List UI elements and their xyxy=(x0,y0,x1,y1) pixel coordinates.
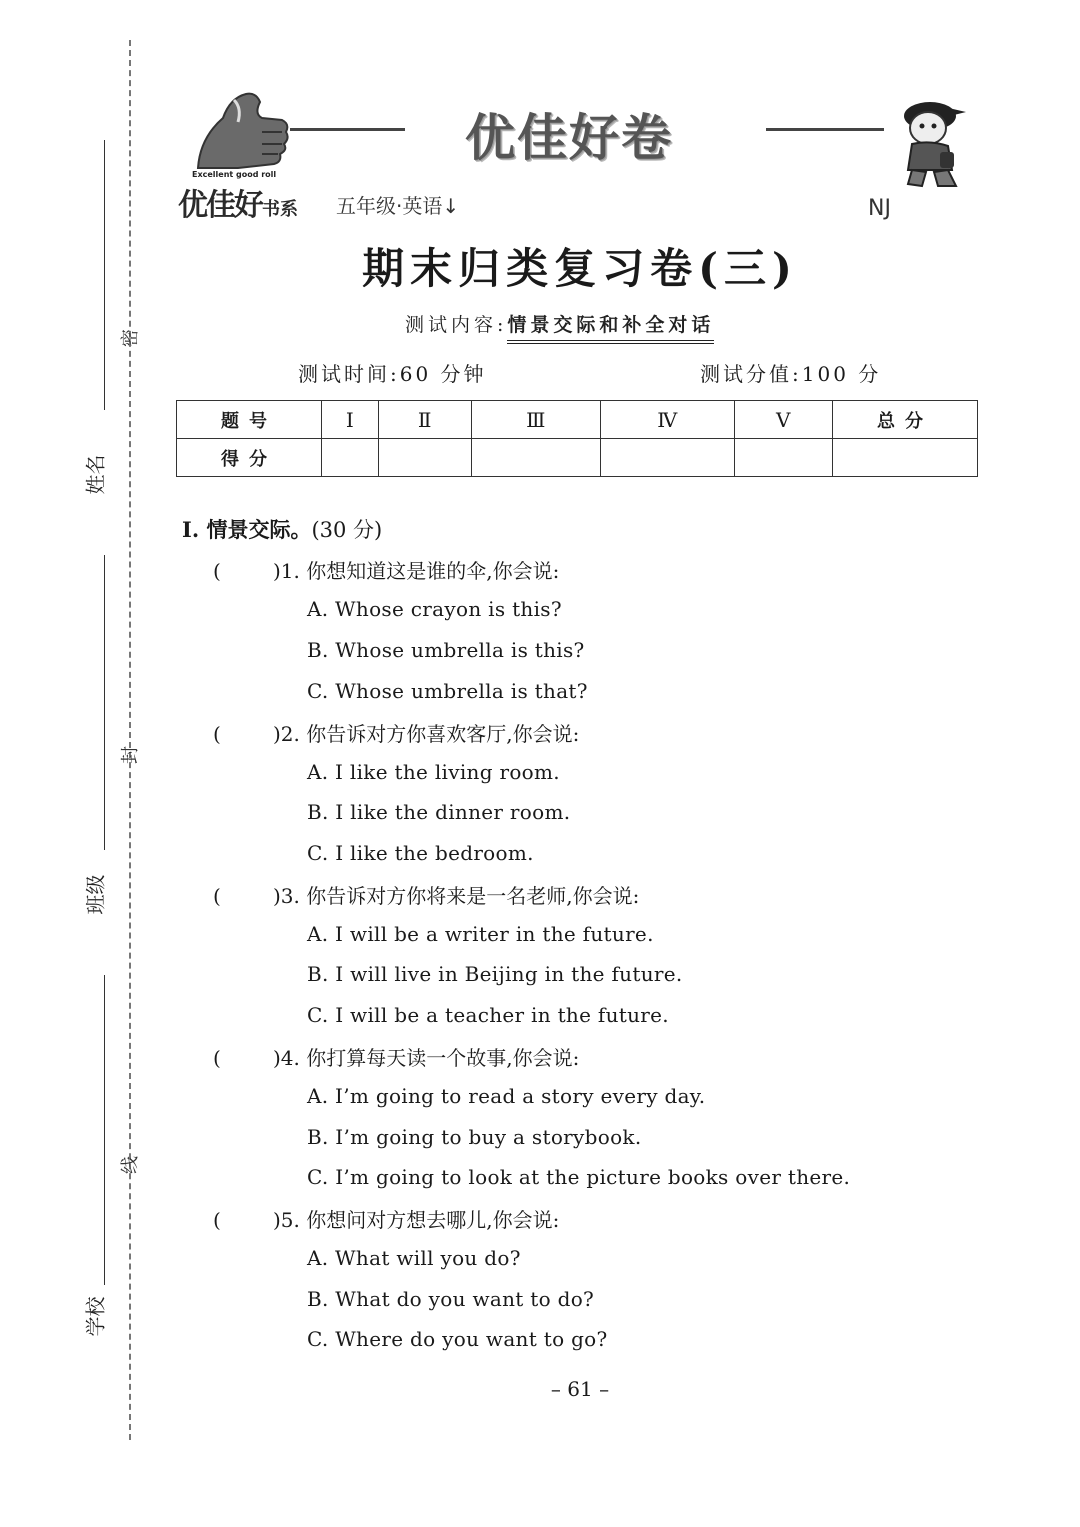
question-stem xyxy=(213,1204,559,1233)
question-stem xyxy=(213,718,579,747)
score-label: 测试分值: xyxy=(700,362,802,386)
time-label: 测试时间: xyxy=(298,362,400,386)
test-content xyxy=(405,310,714,337)
score-cell[interactable] xyxy=(378,439,471,477)
option: C. I like the bedroom. xyxy=(307,841,534,865)
score-cell[interactable] xyxy=(322,439,379,477)
question-text: )2. 你告诉对方你喜欢客厅,你会说: xyxy=(273,722,580,746)
seal-char-mi: 密 xyxy=(120,329,141,347)
option: B. What do you want to do? xyxy=(307,1287,595,1311)
seal-char-feng: 封 xyxy=(120,746,141,764)
option: A. I’m going to read a story every day. xyxy=(307,1084,706,1108)
seal-char-xian: 线 xyxy=(120,1156,141,1174)
page-title: 期末归类复习卷(三) xyxy=(362,244,798,293)
answer-blank[interactable]: ( xyxy=(213,884,221,908)
answer-blank[interactable]: ( xyxy=(213,559,221,583)
name-label: 姓名 xyxy=(83,454,108,495)
answer-blank[interactable]: ( xyxy=(213,1046,221,1070)
score-table-header-row xyxy=(177,401,978,439)
brand-title: 优佳好卷 xyxy=(465,109,673,167)
header-cell: 总分 xyxy=(833,401,978,439)
option: B. I will live in Beijing in the future. xyxy=(307,962,683,986)
test-score xyxy=(700,358,881,387)
option: A. I like the living room. xyxy=(307,760,560,784)
section-title: Ⅰ. 情景交际。 xyxy=(182,517,312,542)
question-text: )5. 你想问对方想去哪儿,你会说: xyxy=(273,1208,560,1232)
option: A. What will you do? xyxy=(307,1246,521,1270)
series-suffix: 书系 xyxy=(262,199,298,220)
question-stem xyxy=(213,555,559,584)
score-cell[interactable] xyxy=(471,439,600,477)
edition-label: NJ xyxy=(868,196,891,221)
score-table-score-row xyxy=(177,439,978,477)
section-heading xyxy=(182,514,382,544)
score-value: 100 分 xyxy=(801,362,882,386)
answer-blank[interactable]: ( xyxy=(213,1208,221,1232)
header-rule-left xyxy=(290,128,405,131)
class-label: 班级 xyxy=(83,874,108,915)
mascot-icon xyxy=(890,92,970,194)
option: B. I like the dinner room. xyxy=(307,800,571,824)
option: B. Whose umbrella is this? xyxy=(307,638,585,662)
time-value: 60 分钟 xyxy=(399,362,487,386)
option: C. Where do you want to go? xyxy=(307,1327,608,1351)
option: B. I’m going to buy a storybook. xyxy=(307,1125,642,1149)
score-cell-total[interactable] xyxy=(833,439,978,477)
option: C. I will be a teacher in the future. xyxy=(307,1003,669,1027)
question-stem xyxy=(213,1042,579,1071)
content-label: 测试内容: xyxy=(405,314,508,336)
header-cell: Ⅰ xyxy=(322,401,379,439)
header-cell: Ⅲ xyxy=(471,401,600,439)
logo-slogan: Excellent good roll xyxy=(192,170,277,179)
question-text: )1. 你想知道这是谁的伞,你会说: xyxy=(273,559,560,583)
option: C. I’m going to look at the picture books over there. xyxy=(307,1165,851,1189)
series-name: 优佳好 xyxy=(178,188,262,223)
header-cell: Ⅳ xyxy=(600,401,734,439)
option: A. I will be a writer in the future. xyxy=(307,922,654,946)
question-stem xyxy=(213,880,639,909)
thumbs-up-logo xyxy=(178,88,290,184)
series-logo xyxy=(178,180,298,224)
header-rule-right xyxy=(766,128,884,131)
grade-subject: 五年级·英语↓ xyxy=(336,194,460,218)
answer-blank[interactable]: ( xyxy=(213,722,221,746)
score-cell[interactable] xyxy=(600,439,734,477)
content-value: 情景交际和补全对话 xyxy=(507,314,714,344)
header-cell: Ⅴ xyxy=(734,401,832,439)
score-cell[interactable] xyxy=(734,439,832,477)
school-write-line xyxy=(104,975,105,1285)
page-number: – 61 – xyxy=(550,1377,610,1401)
section-points: (30 分) xyxy=(311,518,383,542)
question-text: )4. 你打算每天读一个故事,你会说: xyxy=(273,1046,580,1070)
class-write-line xyxy=(104,555,105,850)
option: A. Whose crayon is this? xyxy=(307,597,562,621)
score-row-label: 得分 xyxy=(177,439,322,477)
header-cell: 题号 xyxy=(177,401,322,439)
option: C. Whose umbrella is that? xyxy=(307,679,588,703)
question-text: )3. 你告诉对方你将来是一名老师,你会说: xyxy=(273,884,640,908)
school-label: 学校 xyxy=(83,1296,108,1337)
test-time xyxy=(298,358,487,387)
header-cell: Ⅱ xyxy=(378,401,471,439)
score-table xyxy=(176,400,978,477)
